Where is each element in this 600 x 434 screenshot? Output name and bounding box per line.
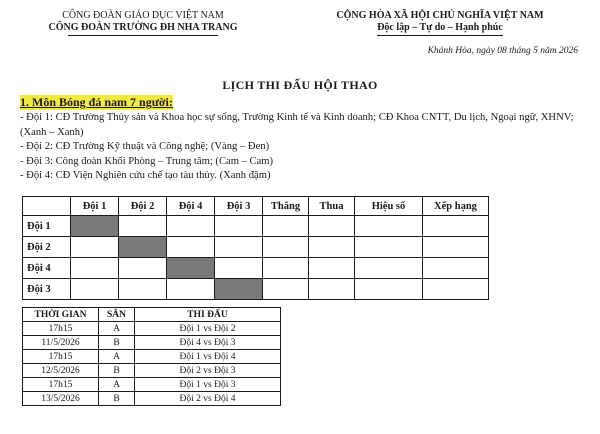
team-cell: Đội 2 — [23, 237, 71, 258]
result-cell — [167, 279, 215, 300]
diagonal-cell — [71, 216, 119, 237]
table-row — [23, 392, 281, 406]
match-cell: Đội 4 vs Đội 3 — [135, 336, 281, 350]
header-cell: Đội 2 — [119, 197, 167, 216]
table-row — [23, 237, 489, 258]
time-cell: 17h15 — [23, 378, 99, 392]
org-underline — [68, 35, 218, 36]
team-item: - Đội 3: Công đoàn Khối Phòng – Trung tâm; (Cam – Cam) — [20, 155, 274, 167]
team-item: - Đội 2: CĐ Trường Kỹ thuật và Công nghệ; (Vàng – Đen) — [20, 141, 270, 152]
header-cell: Thua — [309, 197, 355, 216]
field-cell: B — [99, 364, 135, 378]
team-item: - Đội 4: CĐ Viện Nghiên cứu chế tạo tàu thủy. (Xanh đậm) — [20, 170, 271, 181]
result-cell — [119, 279, 167, 300]
result-cell — [355, 237, 423, 258]
time-cell: 17h15 — [23, 322, 99, 336]
header-cell: Đội 1 — [71, 197, 119, 216]
result-cell — [355, 216, 423, 237]
result-cell — [167, 237, 215, 258]
field-cell: A — [99, 350, 135, 364]
header-cell: Hiệu số — [355, 197, 423, 216]
diagonal-cell — [167, 258, 215, 279]
match-cell: Đội 2 vs Đội 3 — [135, 364, 281, 378]
result-cell — [263, 237, 309, 258]
result-cell — [355, 258, 423, 279]
header-cell: Xếp hạng — [423, 197, 489, 216]
result-cell — [263, 279, 309, 300]
table-row — [23, 216, 489, 237]
header-cell: Đội 4 — [167, 197, 215, 216]
result-cell — [71, 237, 119, 258]
section-heading: 1. Môn Bóng đá nam 7 người: — [20, 95, 173, 109]
team-list — [20, 111, 595, 184]
diagonal-cell — [119, 237, 167, 258]
result-cell — [309, 237, 355, 258]
team-item: - Đội 1: CĐ Trường Thủy sản và Khoa học sự sống, Trường Kinh tế và Kinh doanh; CĐ Khoa CNTT, Du lịch, Ngoại ngữ, XHNV; (Xanh – Xanh) — [20, 112, 574, 138]
header-cell: Đội 3 — [215, 197, 263, 216]
result-cell — [423, 237, 489, 258]
match-schedule-table — [22, 307, 281, 406]
field-cell: B — [99, 336, 135, 350]
match-cell: Đội 1 vs Đội 4 — [135, 350, 281, 364]
org-line-2: CÔNG ĐOÀN TRƯỜNG ĐH NHA TRANG — [48, 22, 238, 33]
table-header-row — [23, 197, 489, 216]
field-cell: A — [99, 378, 135, 392]
result-cell — [263, 216, 309, 237]
result-cell — [119, 216, 167, 237]
document-date: Khánh Hòa, ngày 08 tháng 5 năm 2026 — [427, 46, 578, 56]
diagonal-cell — [215, 279, 263, 300]
field-cell: B — [99, 392, 135, 406]
team-cell: Đội 3 — [23, 279, 71, 300]
result-cell — [263, 258, 309, 279]
table-row — [23, 378, 281, 392]
header-cell: SÂN — [99, 308, 135, 322]
national-header — [290, 10, 590, 36]
result-cell — [309, 258, 355, 279]
result-cell — [167, 216, 215, 237]
match-cell: Đội 1 vs Đội 2 — [135, 322, 281, 336]
result-cell — [215, 258, 263, 279]
time-cell: 11/5/2026 — [23, 336, 99, 350]
result-cell — [309, 279, 355, 300]
time-cell: 13/5/2026 — [23, 392, 99, 406]
table-row — [23, 322, 281, 336]
match-cell: Đội 1 vs Đội 3 — [135, 378, 281, 392]
time-cell: 17h15 — [23, 350, 99, 364]
national-motto-1: CỘNG HÒA XÃ HỘI CHỦ NGHĨA VIỆT NAM — [336, 10, 544, 21]
header-cell: Thắng — [263, 197, 309, 216]
table-row — [23, 364, 281, 378]
result-cell — [423, 258, 489, 279]
header-cell: THỜI GIAN — [23, 308, 99, 322]
table-row — [23, 279, 489, 300]
team-cell: Đội 1 — [23, 216, 71, 237]
time-cell: 12/5/2026 — [23, 364, 99, 378]
national-motto-2: Độc lập – Tự do – Hạnh phúc — [377, 22, 503, 36]
table-row — [23, 336, 281, 350]
result-cell — [71, 279, 119, 300]
result-cell — [215, 237, 263, 258]
standings-table — [22, 196, 489, 300]
result-cell — [423, 279, 489, 300]
result-cell — [215, 216, 263, 237]
header-cell — [23, 197, 71, 216]
result-cell — [309, 216, 355, 237]
result-cell — [119, 258, 167, 279]
match-cell: Đội 2 vs Đội 4 — [135, 392, 281, 406]
org-line-1: CÔNG ĐOÀN GIÁO DỤC VIỆT NAM — [62, 10, 224, 21]
document-title: LỊCH THI ĐẤU HỘI THAO — [222, 78, 378, 92]
header-cell: THI ĐẤU — [135, 308, 281, 322]
organization-header — [18, 10, 268, 36]
result-cell — [355, 279, 423, 300]
table-row — [23, 258, 489, 279]
table-header-row — [23, 308, 281, 322]
result-cell — [423, 216, 489, 237]
result-cell — [71, 258, 119, 279]
team-cell: Đội 4 — [23, 258, 71, 279]
table-row — [23, 350, 281, 364]
field-cell: A — [99, 322, 135, 336]
